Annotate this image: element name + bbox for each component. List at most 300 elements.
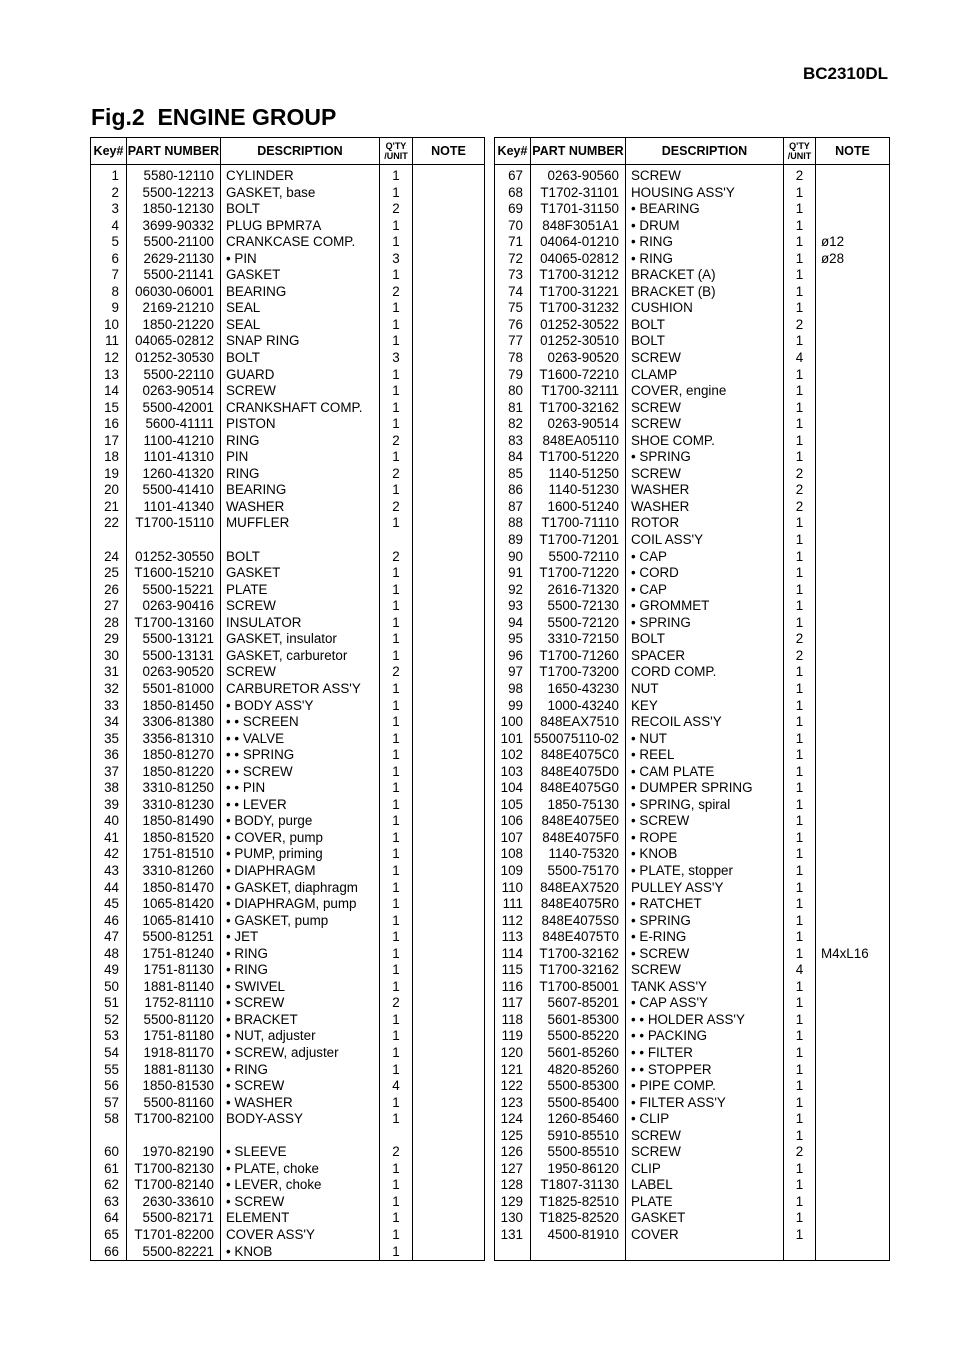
part-number-cell: T1700-71110	[531, 515, 626, 532]
note-cell	[413, 1161, 485, 1178]
part-number-cell: 0263-90416	[127, 598, 221, 615]
description-cell: • • SCREW	[221, 764, 380, 781]
note-cell	[816, 747, 890, 764]
key-cell: 98	[495, 681, 531, 698]
part-number-cell: 1065-81410	[127, 913, 221, 930]
table-row	[91, 1045, 485, 1062]
table-row	[91, 813, 485, 830]
note-cell	[816, 449, 890, 466]
key-cell: 104	[495, 780, 531, 797]
table-row	[91, 880, 485, 897]
qty-cell: 1	[380, 515, 413, 532]
description-cell: GASKET, base	[221, 185, 380, 202]
key-cell: 123	[495, 1095, 531, 1112]
key-cell: 117	[495, 995, 531, 1012]
figure-title: Fig.2 ENGINE GROUP	[91, 104, 337, 130]
qty-cell: 1	[380, 234, 413, 251]
description-cell: • DIAPHRAGM	[221, 863, 380, 880]
note-cell	[413, 631, 485, 648]
description-cell: LABEL	[626, 1177, 784, 1194]
note-cell	[816, 515, 890, 532]
description-cell: BOLT	[626, 631, 784, 648]
part-number-cell: T1700-73200	[531, 664, 626, 681]
description-cell: RING	[221, 433, 380, 450]
description-cell: • CAP	[626, 549, 784, 566]
description-cell: COVER ASS'Y	[221, 1227, 380, 1244]
table-row	[91, 830, 485, 847]
key-cell: 64	[91, 1210, 127, 1227]
table-row	[495, 1244, 890, 1261]
qty-cell: 1	[784, 929, 816, 946]
note-cell	[413, 896, 485, 913]
key-cell: 50	[91, 979, 127, 996]
part-number-cell: 5500-81251	[127, 929, 221, 946]
note-cell	[413, 1028, 485, 1045]
table-row	[91, 1194, 485, 1211]
note-cell	[816, 896, 890, 913]
qty-cell: 1	[784, 1062, 816, 1079]
note-cell	[816, 300, 890, 317]
description-cell: SEAL	[221, 317, 380, 334]
key-cell: 4	[91, 218, 127, 235]
description-cell: • PLATE, stopper	[626, 863, 784, 880]
qty-cell: 2	[784, 1144, 816, 1161]
description-cell: • KNOB	[221, 1244, 380, 1261]
qty-cell: 2	[380, 284, 413, 301]
table-row	[495, 333, 890, 350]
part-number-cell: T1700-31221	[531, 284, 626, 301]
parts-table-left	[90, 137, 485, 1261]
key-cell: 19	[91, 466, 127, 483]
part-number-cell: 848E4075C0	[531, 747, 626, 764]
note-cell	[816, 598, 890, 615]
qty-cell: 1	[784, 1028, 816, 1045]
table-row	[91, 946, 485, 963]
table-row	[495, 714, 890, 731]
qty-cell: 1	[380, 218, 413, 235]
key-cell: 130	[495, 1210, 531, 1227]
table-row	[495, 350, 890, 367]
table-row	[91, 565, 485, 582]
part-number-cell: 5500-22110	[127, 367, 221, 384]
note-cell	[816, 383, 890, 400]
key-cell: 122	[495, 1078, 531, 1095]
description-cell: • • PIN	[221, 780, 380, 797]
description-cell: • SCREW	[626, 813, 784, 830]
part-number-cell: 5580-12110	[127, 165, 221, 185]
note-column-header: NOTE	[816, 138, 890, 165]
part-number-cell: T1700-71220	[531, 565, 626, 582]
qty-cell: 2	[784, 482, 816, 499]
note-cell	[413, 1095, 485, 1112]
header-row	[91, 138, 485, 165]
part-number-cell: 2629-21130	[127, 251, 221, 268]
key-cell: 49	[91, 962, 127, 979]
key-cell: 84	[495, 449, 531, 466]
qty-cell: 1	[784, 383, 816, 400]
note-cell	[816, 714, 890, 731]
description-cell: • • SPRING	[221, 747, 380, 764]
part-number-cell: 3310-81260	[127, 863, 221, 880]
note-cell	[413, 830, 485, 847]
note-cell	[413, 764, 485, 781]
qty-cell: 1	[784, 549, 816, 566]
key-cell: 15	[91, 400, 127, 417]
table-row	[91, 896, 485, 913]
qty-cell: 1	[784, 218, 816, 235]
qty-cell: 1	[380, 367, 413, 384]
note-cell	[413, 913, 485, 930]
qty-cell: 1	[784, 830, 816, 847]
qty-cell: 1	[380, 979, 413, 996]
key-cell: 43	[91, 863, 127, 880]
qty-cell: 1	[784, 582, 816, 599]
part-number-cell: 5601-85260	[531, 1045, 626, 1062]
note-cell	[413, 317, 485, 334]
qty-cell: 1	[380, 880, 413, 897]
qty-cell: 1	[784, 251, 816, 268]
table-row	[495, 1078, 890, 1095]
table-row	[91, 747, 485, 764]
key-cell: 16	[91, 416, 127, 433]
note-cell	[413, 350, 485, 367]
table-row	[495, 631, 890, 648]
table-row	[495, 201, 890, 218]
part-number-cell: 3699-90332	[127, 218, 221, 235]
note-cell	[816, 979, 890, 996]
description-cell: BOLT	[626, 317, 784, 334]
description-cell: SCREW	[221, 383, 380, 400]
note-cell	[816, 367, 890, 384]
part-number-cell: 1950-86120	[531, 1161, 626, 1178]
table-row	[91, 797, 485, 814]
table-row	[495, 1177, 890, 1194]
note-cell	[816, 830, 890, 847]
qty-cell: 2	[380, 995, 413, 1012]
key-cell: 14	[91, 383, 127, 400]
key-cell: 102	[495, 747, 531, 764]
key-cell: 65	[91, 1227, 127, 1244]
note-cell	[413, 218, 485, 235]
part-number-cell: 848E4075D0	[531, 764, 626, 781]
qty-cell: 1	[784, 1227, 816, 1244]
key-cell: 73	[495, 267, 531, 284]
note-cell	[816, 549, 890, 566]
key-cell: 93	[495, 598, 531, 615]
qty-header-line1: Q'TY	[385, 141, 407, 151]
qty-cell: 1	[784, 532, 816, 549]
table-row	[495, 1144, 890, 1161]
note-cell	[413, 780, 485, 797]
part-number-cell: T1600-72210	[531, 367, 626, 384]
key-cell: 125	[495, 1128, 531, 1145]
part-number-cell: 5500-21141	[127, 267, 221, 284]
qty-cell: 2	[380, 499, 413, 516]
part-number-cell: 5500-13121	[127, 631, 221, 648]
table-row	[495, 929, 890, 946]
part-number-cell: 1970-82190	[127, 1144, 221, 1161]
table-row	[91, 350, 485, 367]
table-row	[91, 1012, 485, 1029]
table-row	[91, 995, 485, 1012]
key-cell: 109	[495, 863, 531, 880]
table-row	[91, 300, 485, 317]
part-number-cell: 848EAX7520	[531, 880, 626, 897]
qty-cell: 1	[380, 1062, 413, 1079]
description-cell: SCREW	[221, 598, 380, 615]
table-row	[495, 515, 890, 532]
table-row	[495, 1194, 890, 1211]
key-cell: 86	[495, 482, 531, 499]
part-number-cell: 1140-75320	[531, 846, 626, 863]
key-cell: 58	[91, 1111, 127, 1128]
qty-cell: 1	[784, 1111, 816, 1128]
description-cell: WASHER	[626, 482, 784, 499]
part-number-cell: 2630-33610	[127, 1194, 221, 1211]
key-cell: 7	[91, 267, 127, 284]
qty-cell: 1	[784, 201, 816, 218]
description-cell: SCREW	[626, 400, 784, 417]
table-row	[495, 664, 890, 681]
note-cell	[816, 1095, 890, 1112]
table-row	[495, 1095, 890, 1112]
key-cell: 81	[495, 400, 531, 417]
description-cell: • SPRING, spiral	[626, 797, 784, 814]
part-number-cell: T1825-82520	[531, 1210, 626, 1227]
note-cell	[816, 317, 890, 334]
description-cell: • LEVER, choke	[221, 1177, 380, 1194]
note-cell	[816, 1144, 890, 1161]
table-row	[91, 615, 485, 632]
key-cell: 91	[495, 565, 531, 582]
description-cell: SCREW	[626, 1144, 784, 1161]
key-cell: 6	[91, 251, 127, 268]
note-cell	[816, 1227, 890, 1244]
note-cell	[413, 449, 485, 466]
table-row	[495, 946, 890, 963]
qty-cell: 2	[784, 317, 816, 334]
qty-cell: 1	[380, 962, 413, 979]
description-cell: • KNOB	[626, 846, 784, 863]
table-row	[91, 780, 485, 797]
key-cell: 20	[91, 482, 127, 499]
table-row	[495, 615, 890, 632]
part-number-cell: 1850-81520	[127, 830, 221, 847]
part-number-cell: 04064-01210	[531, 234, 626, 251]
qty-cell: 1	[380, 896, 413, 913]
table-row	[91, 929, 485, 946]
description-cell: • SCREW, adjuster	[221, 1045, 380, 1062]
description-cell: SNAP RING	[221, 333, 380, 350]
qty-cell: 1	[380, 731, 413, 748]
qty-cell: 1	[784, 333, 816, 350]
key-cell: 126	[495, 1144, 531, 1161]
qty-cell: 1	[784, 979, 816, 996]
table-row	[91, 1128, 485, 1145]
qty-cell: 1	[380, 1095, 413, 1112]
part-number-cell: 0263-90520	[531, 350, 626, 367]
key-cell: 11	[91, 333, 127, 350]
table-row	[495, 416, 890, 433]
description-cell: • SPRING	[626, 913, 784, 930]
description-cell: PLATE	[626, 1194, 784, 1211]
qty-cell: 1	[380, 913, 413, 930]
note-cell	[413, 880, 485, 897]
key-cell: 54	[91, 1045, 127, 1062]
key-cell: 92	[495, 582, 531, 599]
table-row	[495, 165, 890, 185]
description-cell: PISTON	[221, 416, 380, 433]
part-number-cell: 5500-81120	[127, 1012, 221, 1029]
description-cell: • FILTER ASS'Y	[626, 1095, 784, 1112]
qty-cell: 1	[784, 598, 816, 615]
description-cell: RING	[221, 466, 380, 483]
key-cell: 113	[495, 929, 531, 946]
note-cell	[413, 284, 485, 301]
table-row	[91, 681, 485, 698]
description-cell: • SPRING	[626, 449, 784, 466]
part-number-cell: 1918-81170	[127, 1045, 221, 1062]
part-number-cell: 848EAX7510	[531, 714, 626, 731]
part-number-cell: 5500-82171	[127, 1210, 221, 1227]
description-cell: GASKET, insulator	[221, 631, 380, 648]
qty-cell: 1	[380, 830, 413, 847]
description-cell: • GASKET, pump	[221, 913, 380, 930]
note-cell	[413, 499, 485, 516]
part-number-cell: T1700-31212	[531, 267, 626, 284]
description-cell: RECOIL ASS'Y	[626, 714, 784, 731]
part-number-cell: 5500-42001	[127, 400, 221, 417]
key-cell: 29	[91, 631, 127, 648]
qty-cell: 1	[380, 300, 413, 317]
qty-cell: 1	[380, 1227, 413, 1244]
note-cell	[816, 731, 890, 748]
note-cell	[413, 367, 485, 384]
description-cell: SCREW	[626, 1128, 784, 1145]
description-column-header: DESCRIPTION	[626, 138, 784, 165]
description-cell: • RING	[626, 234, 784, 251]
description-cell: • NUT, adjuster	[221, 1028, 380, 1045]
part-number-cell: T1700-32162	[531, 400, 626, 417]
qty-cell: 1	[784, 863, 816, 880]
table-row	[91, 1244, 485, 1261]
part-number-cell: 01252-30510	[531, 333, 626, 350]
part-number-cell: 1260-85460	[531, 1111, 626, 1128]
note-cell	[413, 565, 485, 582]
table-row	[91, 549, 485, 566]
description-cell: • PIN	[221, 251, 380, 268]
table-row	[91, 400, 485, 417]
part-number-cell: 5910-85510	[531, 1128, 626, 1145]
key-cell: 127	[495, 1161, 531, 1178]
qty-cell: 1	[380, 1012, 413, 1029]
description-cell: • JET	[221, 929, 380, 946]
part-number-cell: 3306-81380	[127, 714, 221, 731]
part-number-cell: 5501-81000	[127, 681, 221, 698]
qty-cell: 1	[380, 1161, 413, 1178]
description-cell: MUFFLER	[221, 515, 380, 532]
description-cell: SCREW	[626, 165, 784, 185]
qty-cell: 1	[380, 631, 413, 648]
part-number-cell: 1600-51240	[531, 499, 626, 516]
key-cell: 31	[91, 664, 127, 681]
key-cell: 38	[91, 780, 127, 797]
part-number-cell: T1700-51220	[531, 449, 626, 466]
part-number-cell: 848E4075E0	[531, 813, 626, 830]
key-cell: 24	[91, 549, 127, 566]
description-cell: GASKET	[221, 565, 380, 582]
part-number-cell: 01252-30530	[127, 350, 221, 367]
note-cell	[413, 1244, 485, 1261]
description-cell: • SCREW	[626, 946, 784, 963]
note-cell	[413, 383, 485, 400]
qty-cell: 1	[380, 615, 413, 632]
description-cell: CUSHION	[626, 300, 784, 317]
description-cell: BRACKET (B)	[626, 284, 784, 301]
part-number-cell: T1600-15210	[127, 565, 221, 582]
qty-cell: 1	[784, 764, 816, 781]
part-number-cell: 1101-41310	[127, 449, 221, 466]
description-cell: BODY-ASSY	[221, 1111, 380, 1128]
table-row	[91, 1144, 485, 1161]
qty-cell	[380, 1128, 413, 1145]
note-cell	[413, 234, 485, 251]
key-cell: 115	[495, 962, 531, 979]
part-number-cell: 5607-85201	[531, 995, 626, 1012]
description-cell: • DRUM	[626, 218, 784, 235]
note-cell	[816, 582, 890, 599]
key-cell: 107	[495, 830, 531, 847]
qty-cell: 1	[784, 813, 816, 830]
key-cell: 1	[91, 165, 127, 185]
note-cell	[413, 1012, 485, 1029]
note-cell	[816, 499, 890, 516]
table-row	[91, 416, 485, 433]
qty-cell: 1	[784, 1078, 816, 1095]
description-cell: • BODY ASS'Y	[221, 698, 380, 715]
table-row	[91, 234, 485, 251]
note-cell	[816, 1012, 890, 1029]
description-cell: GASKET, carburetor	[221, 648, 380, 665]
table-row	[91, 913, 485, 930]
part-number-column-header: PART NUMBER	[531, 138, 626, 165]
key-cell: 25	[91, 565, 127, 582]
note-cell	[413, 267, 485, 284]
description-cell: SCREW	[626, 962, 784, 979]
part-number-cell: 1650-43230	[531, 681, 626, 698]
note-cell	[816, 1161, 890, 1178]
table-row	[495, 962, 890, 979]
note-cell	[413, 1128, 485, 1145]
qty-cell: 1	[380, 1210, 413, 1227]
key-cell: 3	[91, 201, 127, 218]
qty-cell: 1	[380, 780, 413, 797]
description-cell: CRANKCASE COMP.	[221, 234, 380, 251]
key-cell: 68	[495, 185, 531, 202]
qty-cell: 1	[784, 780, 816, 797]
description-cell: SCREW	[221, 664, 380, 681]
key-cell: 99	[495, 698, 531, 715]
description-cell: SCREW	[626, 416, 784, 433]
key-cell: 71	[495, 234, 531, 251]
key-cell: 129	[495, 1194, 531, 1211]
note-cell	[413, 962, 485, 979]
description-cell: • PIPE COMP.	[626, 1078, 784, 1095]
note-cell	[413, 1177, 485, 1194]
table-row	[91, 698, 485, 715]
table-row	[91, 482, 485, 499]
qty-cell: 4	[784, 962, 816, 979]
